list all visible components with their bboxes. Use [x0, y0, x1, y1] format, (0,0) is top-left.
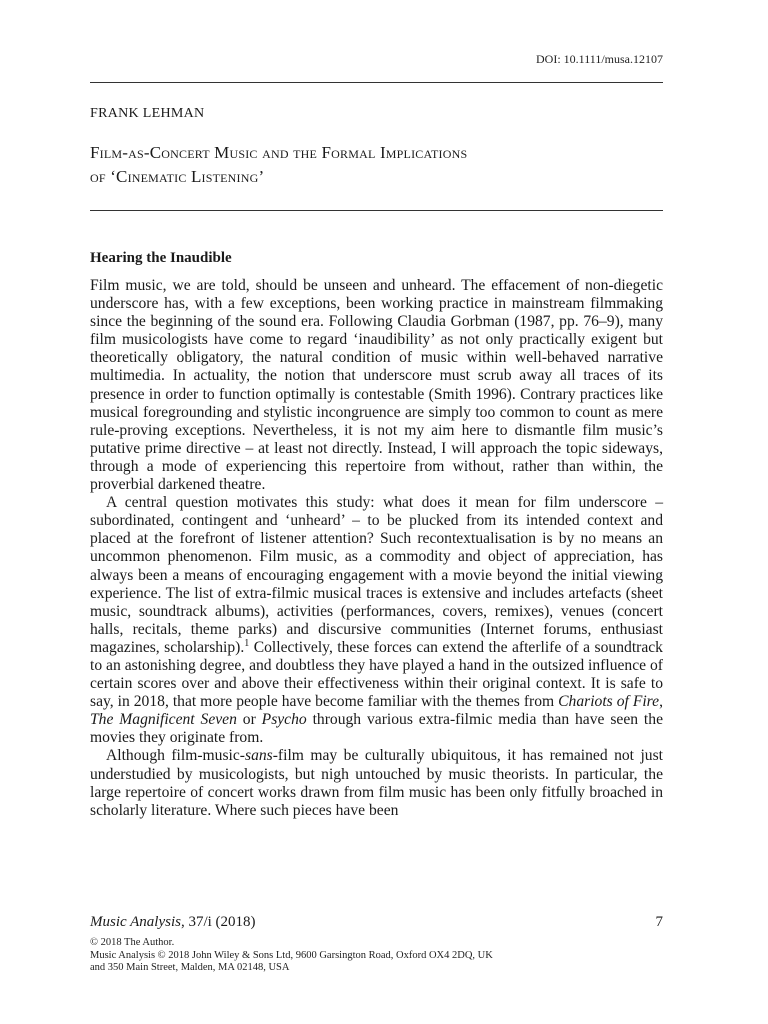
paragraph-2 — [90, 494, 663, 747]
copyright-notice — [90, 937, 493, 975]
separator: or — [236, 711, 262, 729]
copyright-address: and 350 Main Street, Malden, MA 02148, USA — [90, 962, 290, 973]
doi-label: DOI: 10.1111/musa.12107 — [536, 52, 663, 66]
author-name: FRANK LEHMAN — [90, 106, 205, 121]
header-rule — [90, 82, 663, 83]
section-heading: Hearing the Inaudible — [90, 250, 232, 266]
paragraph-3 — [90, 747, 663, 819]
separator: , — [659, 693, 663, 711]
paragraph-1: Film music, we are told, should be unseen and unheard. The effacement of non-diegetic underscore has, with a few exceptions, been working practice in mainstream filmmaking since the beginning of the sound era. Following Claudia Gorbman (1987, pp. 76–9), many film musicologists have come to regard ‘inaudibility’ as not only practically exigent but theoretically obligatory, the natural condition of music within well-behaved narrative multimedia. In actuality, the notion that underscore must scrub away all traces of its presence in order to function optimally is contestable (Smith 1996). Contrary practices like musical foregrounding and stylistic incongruence are simply too common to count as mere rule-proving exceptions. Nevertheless, it is not my aim here to dismantle film music’s putative prime directive – at least not directly. Instead, I will approach the topic sideways, through a mode of experiencing this repertoire from without, rather than within, the proverbial darkened theatre. — [90, 277, 663, 494]
film-title-chariots: Chariots of Fire — [558, 693, 660, 711]
journal-issue: , 37/i (2018) — [180, 914, 256, 930]
paragraph-2-text-b: Collectively, these forces can extend the afterlife of a soundtrack to an astonishing degree, and doubtless they have played a hand in the outsized influence of certain scores over and above their effectiveness within their original context. It is safe to say, in 2018, that more people have become familiar with the themes from — [90, 638, 663, 711]
page-number: 7 — [655, 914, 663, 930]
footnote-reference[interactable]: 1 — [244, 637, 250, 649]
journal-page — [90, 0, 663, 1024]
article-body — [90, 277, 663, 820]
paragraph-3-text-b: -film may be culturally ubiquitous, it has remained not just understudied by musicologists, but nigh untouched by music theorists. In particular, the large repertoire of concert works drawn from film music has been only fitfully broached in scholarly literature. Where such pieces have been — [90, 747, 663, 819]
title-line-1: Film-as-Concert Music and the Formal Implications — [90, 143, 468, 162]
title-line-2: of ‘Cinematic Listening’ — [90, 167, 265, 186]
film-title-psycho: Psycho — [261, 711, 307, 729]
paragraph-3-text-a: Although film-music- — [106, 747, 245, 765]
paragraph-2-text-a: A central question motivates this study: what does it mean for film underscore – subordinated, contingent and ‘unheard’ – to be plucked from its intended context and placed at the forefront of listener attention? Such recontextualisation is by no means an uncommon phenomenon. Film music, as a commodity and object of appreciation, has always been a means of encouraging engagement with a movie beyond the initial viewing experience. The list of extra-filmic musical traces is extensive and includes artefacts (sheet music, soundtrack albums), activities (performances, covers, remixes), venues (concert halls, recitals, theme parks) and discursive communities (Internet forums, enthusiast magazines, scholarship). — [90, 494, 663, 656]
film-title-magnificent-seven: The Magnificent Seven — [90, 711, 237, 729]
italic-sans: sans — [245, 747, 273, 765]
journal-name: Music Analysis — [90, 914, 181, 930]
journal-citation — [90, 914, 256, 931]
paragraph-2-text-c: through various extra-filmic media than have seen the movies they originate from. — [90, 711, 663, 747]
title-rule — [90, 210, 663, 211]
copyright-publisher: Music Analysis © 2018 John Wiley & Sons Ltd, 9600 Garsington Road, Oxford OX4 2DQ, UK — [90, 949, 493, 961]
article-title — [90, 141, 467, 189]
copyright-author: © 2018 The Author. — [90, 937, 175, 948]
